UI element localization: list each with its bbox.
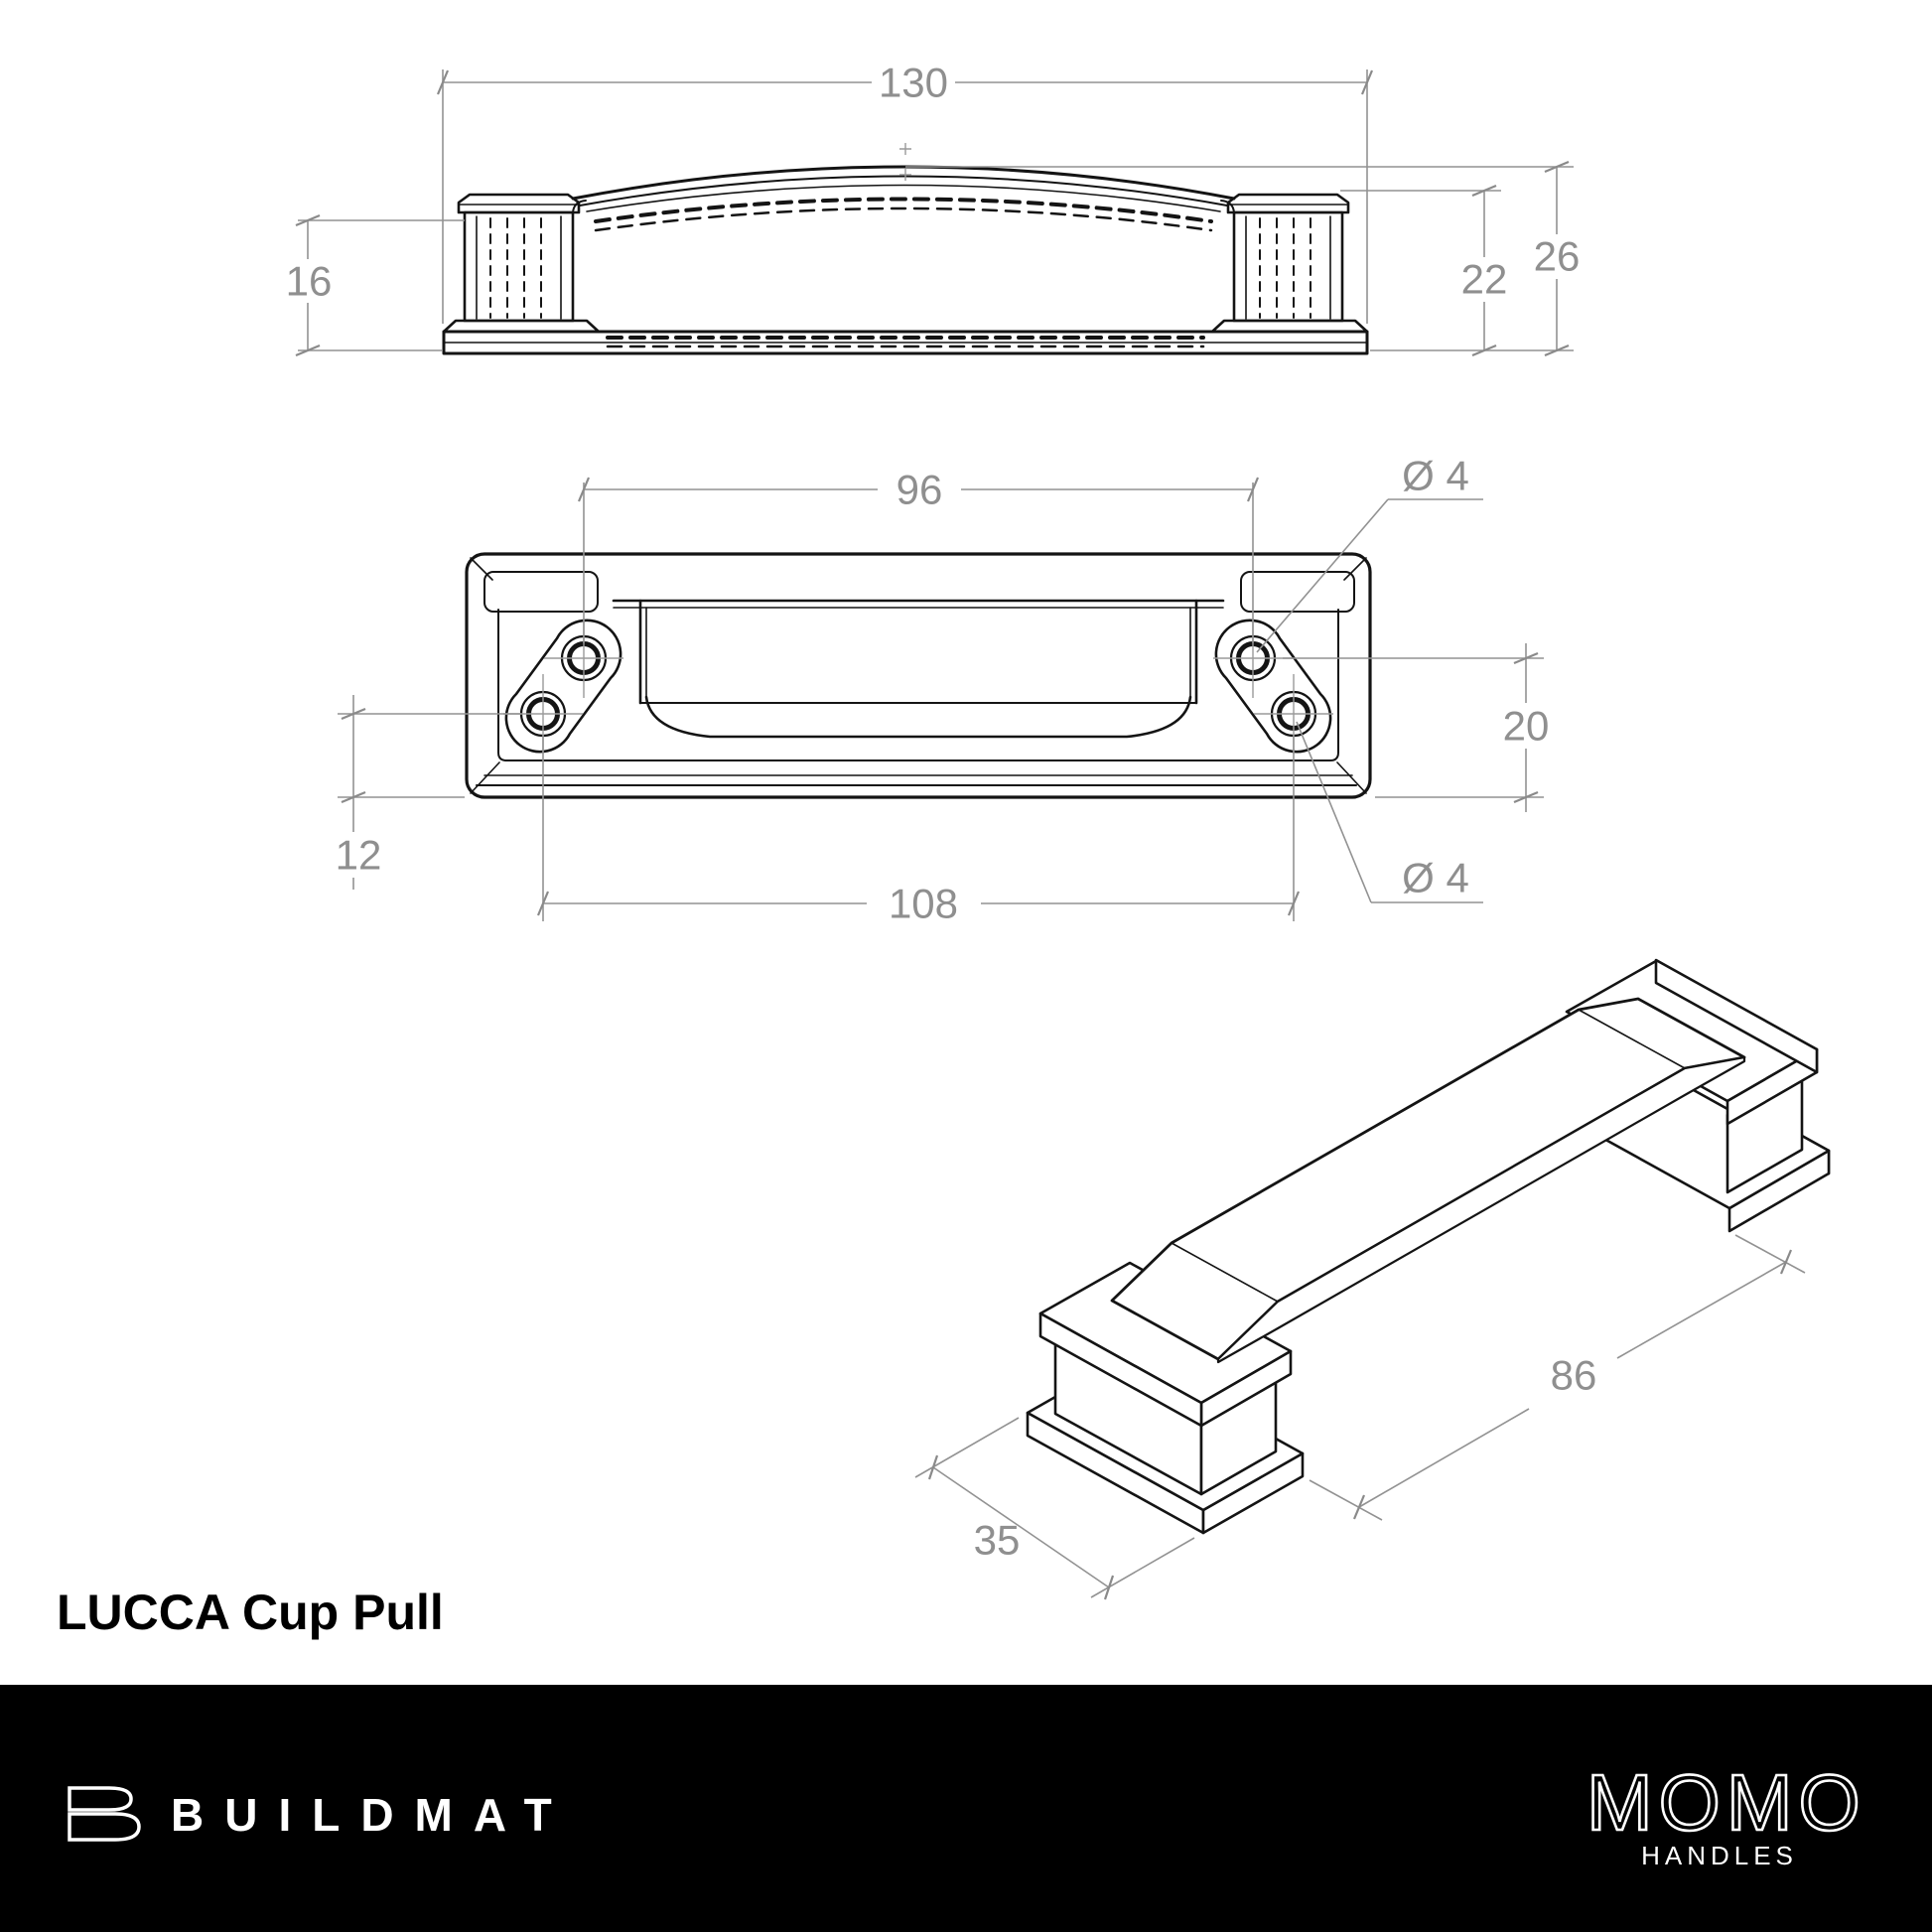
dim-130: 130 [878,59,949,106]
dim-bottom-hole-dia: Ø 4 [1402,854,1469,901]
dim-26: 26 [1533,232,1581,280]
side-cup-arch-outer [573,167,1234,199]
side-view-dimensions [286,60,1581,356]
side-view [444,143,1367,353]
iso-grip-top-face [1112,999,1744,1359]
side-right-post-cap [1228,195,1348,212]
isometric-view [1028,960,1829,1533]
dim-86: 86 [1550,1351,1597,1399]
dim-22: 22 [1460,255,1508,303]
buildmat-logo-text: BUILDMAT [171,1789,573,1841]
side-left-post-cap [459,195,579,212]
side-left-foot-flare [444,321,599,332]
dim-top-hole-dia: Ø 4 [1402,452,1469,499]
front-left-boss [506,621,621,752]
front-view [467,554,1370,797]
dim-20: 20 [1502,702,1550,750]
side-crown-markers [899,143,911,181]
momo-logo-subtitle: HANDLES [1641,1841,1798,1870]
front-right-boss [1216,621,1330,752]
dim-35: 35 [973,1516,1021,1564]
footer [0,1685,1932,1932]
front-view-dimensions [336,453,1550,927]
front-miter-lines [471,558,1366,793]
dim-16: 16 [285,257,333,305]
front-left-ear-pad [484,572,598,612]
side-left-post [465,212,573,321]
page-title: LUCCA Cup Pull [57,1585,444,1640]
side-right-post [1234,212,1342,321]
front-hole-crosshairs [503,619,1333,754]
dim-108: 108 [888,880,959,927]
side-right-foot-flare [1212,321,1367,332]
momo-logo-text: MOMO [1587,1758,1866,1847]
dim-12: 12 [335,831,382,879]
dim-96: 96 [896,466,943,513]
